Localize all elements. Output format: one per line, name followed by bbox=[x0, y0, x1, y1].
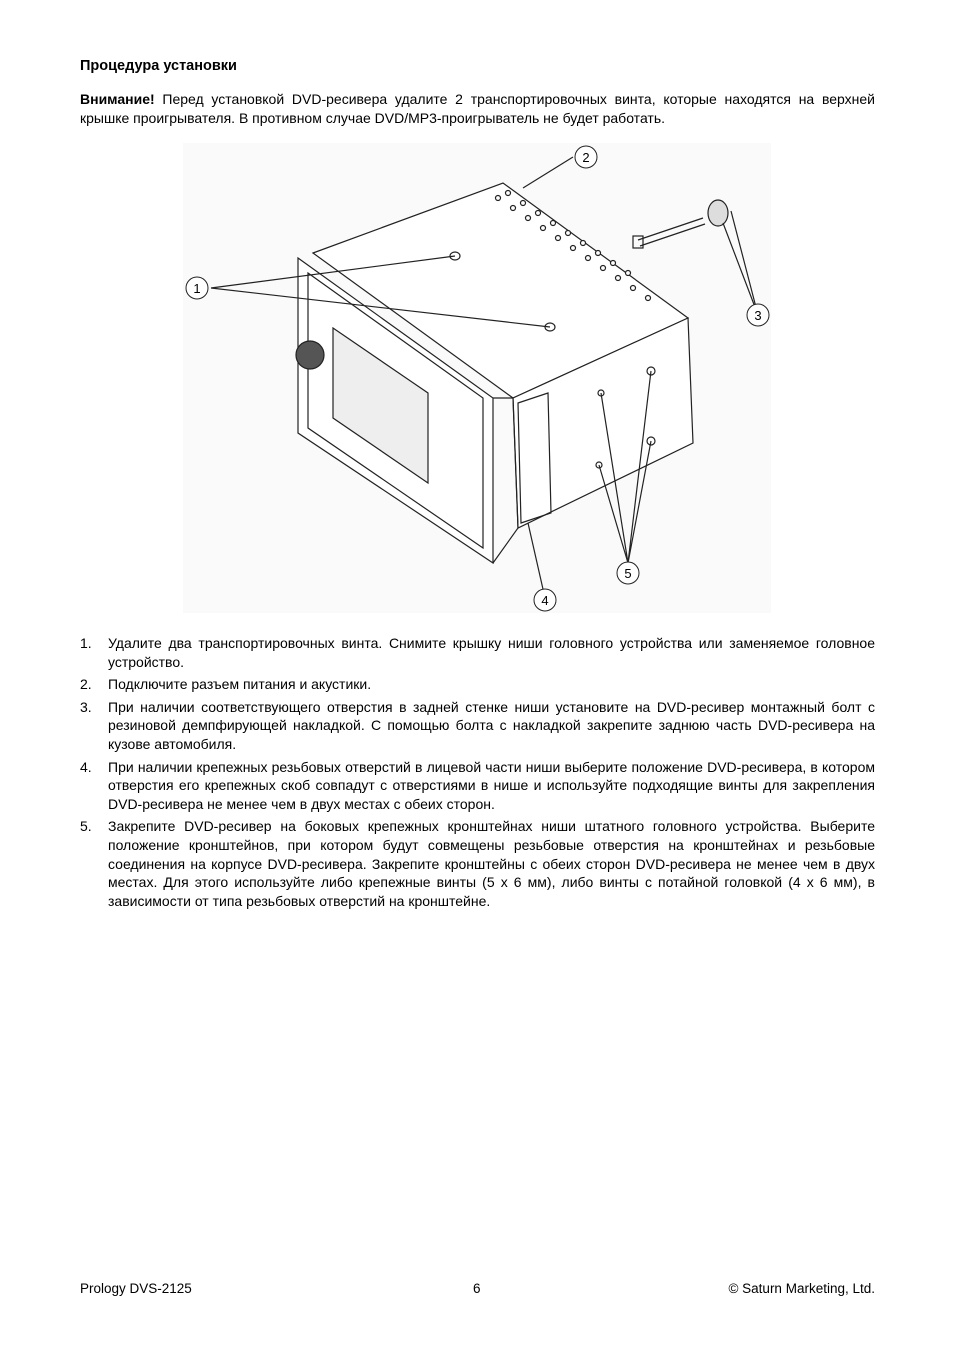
footer-product: Prology DVS-2125 bbox=[80, 1281, 192, 1296]
step-number: 3. bbox=[80, 698, 92, 715]
step-number: 4. bbox=[80, 758, 92, 775]
step-text: При наличии соответствующего отверстия в задней стенке ниши установите на DVD-ресивер монтажный болт с резиновой демпфирующей накладкой. С помощью болта с накладкой закрепите заднюю часть DVD-ресивера на кузове автомобиля. bbox=[108, 698, 875, 752]
dvd-receiver-illustration bbox=[183, 143, 771, 613]
list-item bbox=[80, 758, 875, 814]
callout-5: 5 bbox=[624, 566, 632, 581]
callout-1: 1 bbox=[193, 281, 201, 296]
warning-paragraph bbox=[80, 90, 875, 128]
warning-label: Внимание! bbox=[80, 91, 155, 107]
step-text: Подключите разъем питания и акустики. bbox=[108, 676, 372, 693]
step-number: 5. bbox=[80, 818, 92, 835]
installation-diagram bbox=[183, 143, 771, 613]
callout-4: 4 bbox=[541, 593, 549, 608]
installation-steps bbox=[80, 634, 875, 914]
list-item bbox=[80, 634, 875, 671]
section-title: Процедура установки bbox=[80, 58, 237, 74]
list-item bbox=[80, 675, 875, 694]
step-text: Закрепите DVD-ресивер на боковых крепежных кронштейнах ниши штатного головного устройства. Выберите положение кронштейнов, при котором будут совмещены резьбовые отверстия на кронштейнах и резьбовые соединения на корпусе DVD-ресивера. Закрепите кронштейны с обеих сторон DVD-ресивера не менее чем в двух местах. Для этого используйте либо крепежные винты (5 x 6 мм), либо винты с потайной головкой (4 x 6 мм), в зависимости от типа резьбовых отверстий на кронштейне. bbox=[108, 818, 875, 909]
step-text: При наличии крепежных резьбовых отверстий в лицевой части ниши выберите положение DVD-ресивера, в котором отверстия его крепежных скоб совпадут с отверстиями в нише и используйте подходящие винты для закрепления DVD-ресивера не менее чем в двух местах с обеих сторон. bbox=[108, 758, 875, 812]
step-number: 2. bbox=[80, 676, 92, 693]
list-item bbox=[80, 698, 875, 754]
footer-copyright: © Saturn Marketing, Ltd. bbox=[728, 1281, 875, 1296]
callout-3: 3 bbox=[754, 308, 762, 323]
step-number: 1. bbox=[80, 635, 92, 651]
callout-2: 2 bbox=[582, 150, 590, 165]
list-item bbox=[80, 817, 875, 910]
step-text: Удалите два транспортировочных винта. Снимите крышку ниши головного устройства или заменяемое головное устройство. bbox=[108, 635, 875, 670]
warning-text: Перед установкой DVD-ресивера удалите 2 транспортировочных винта, которые находятся на верхней крышке проигрывателя. В противном случае DVD/MP3-проигрыватель не будет работать. bbox=[80, 91, 875, 126]
page-number: 6 bbox=[473, 1281, 481, 1296]
